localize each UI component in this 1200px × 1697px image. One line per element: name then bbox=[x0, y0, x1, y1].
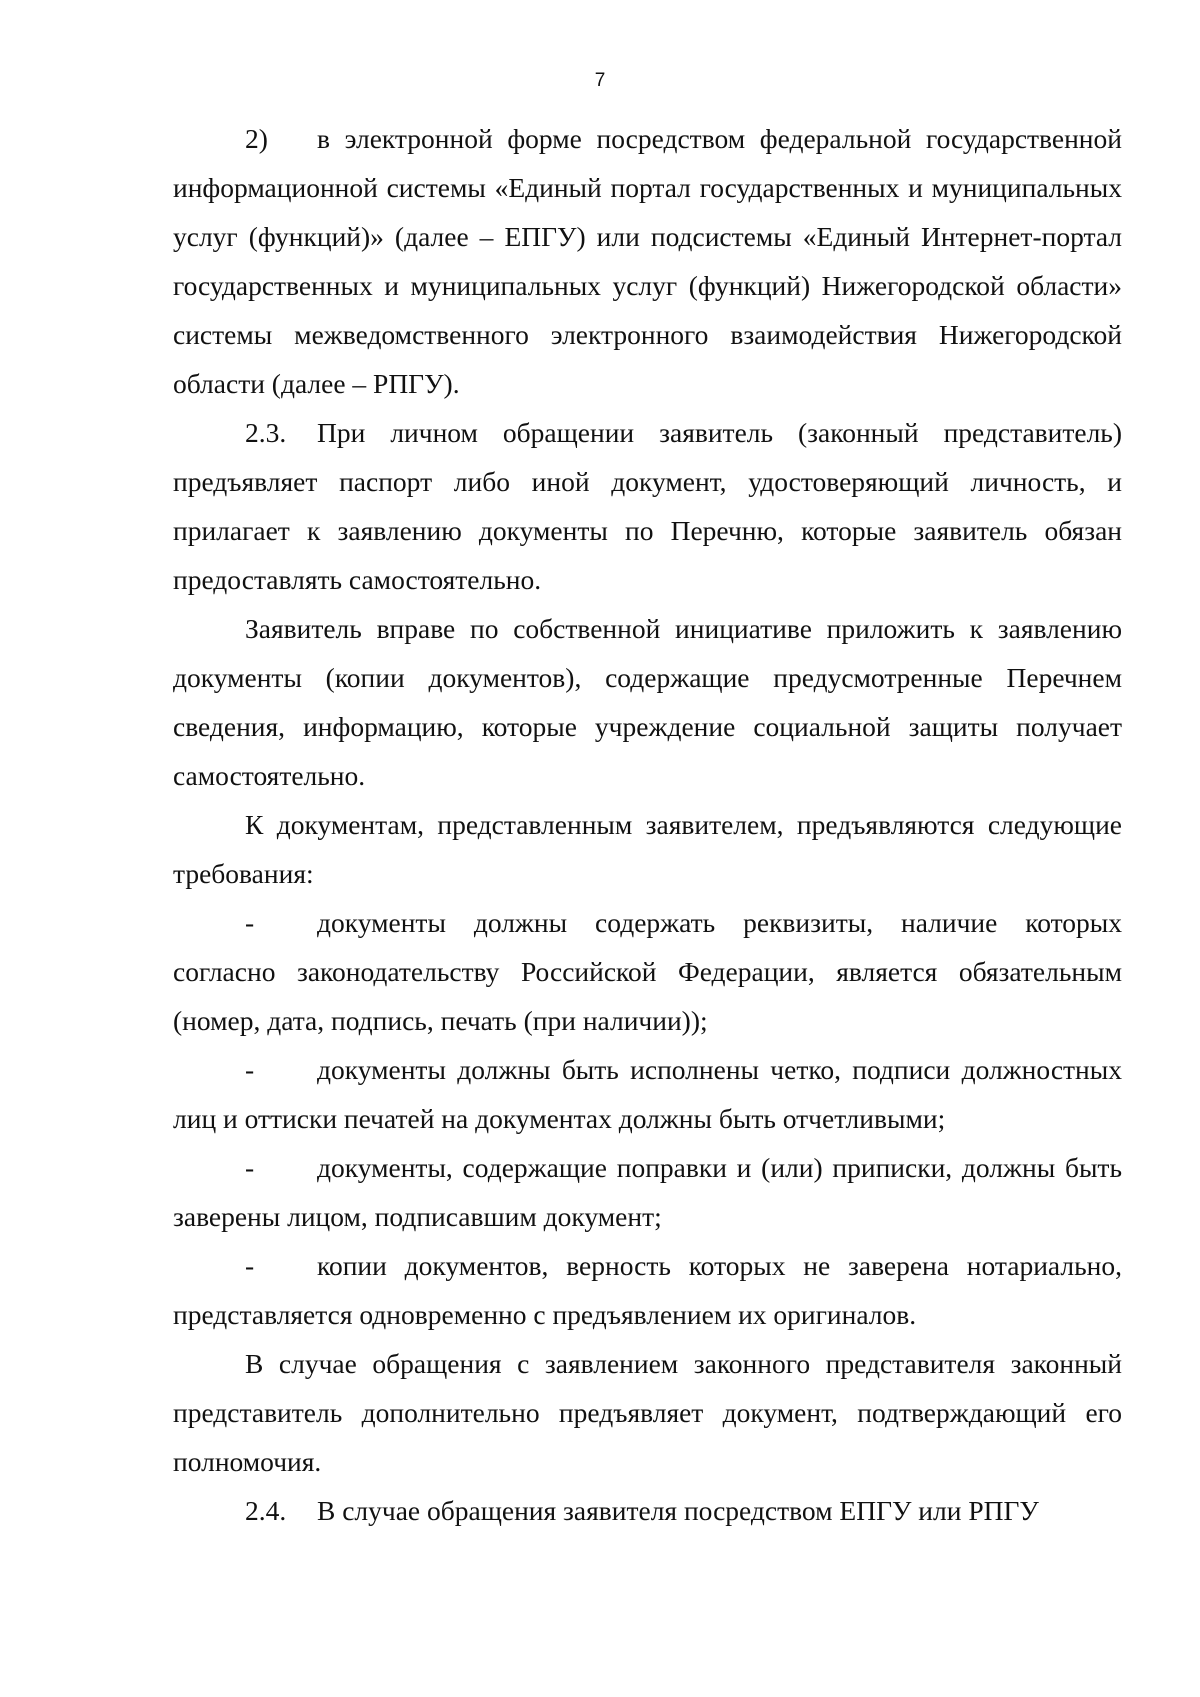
list-dash: - bbox=[245, 1054, 255, 1085]
list-item-text: документы должны быть исполнены четко, подписи должностных лиц и оттиски печатей на документах должны быть отчетливыми; bbox=[173, 1054, 1122, 1134]
paragraph-requirements-intro: К документам, представленным заявителем, предъявляются следующие требования: bbox=[173, 809, 1122, 889]
paragraph-text: в электронной форме посредством федеральной государственной информационной системы «Единый портал государственных и муниципальных услуг (функций)» (далее – ЕПГУ) или подсистемы «Единый Интернет-портал государственных и муниципальных услуг (функций) Нижегородской области» системы межведомственного электронного взаимодействия Нижегородской области (далее – РПГУ). bbox=[173, 123, 1122, 399]
list-item-text: документы должны содержать реквизиты, наличие которых согласно законодательству Российской Федерации, является обязательным (номер, дата, подпись, печать (при наличии)); bbox=[173, 907, 1122, 1036]
paragraph-number: 2.3. bbox=[245, 417, 287, 448]
list-item-text: документы, содержащие поправки и (или) приписки, должны быть заверены лицом, подписавшим документ; bbox=[173, 1152, 1122, 1232]
document-body bbox=[173, 114, 1122, 1535]
list-dash: - bbox=[245, 1250, 255, 1281]
page-number: 7 bbox=[594, 70, 606, 91]
list-item-copies bbox=[173, 1241, 1122, 1339]
paragraph-2-electronic-form bbox=[173, 114, 1122, 408]
paragraph-number: 2) bbox=[245, 123, 268, 154]
list-item-clarity bbox=[173, 1045, 1122, 1143]
paragraph-text: В случае обращения заявителя посредством ЕПГУ или РПГУ bbox=[317, 1495, 1039, 1526]
list-dash: - bbox=[245, 907, 255, 938]
list-item-text: копии документов, верность которых не заверена нотариально, представляется одновременно с предъявлением их оригиналов. bbox=[173, 1250, 1122, 1330]
paragraph-2-3 bbox=[173, 408, 1122, 604]
paragraph-legal-representative: В случае обращения с заявлением законного представителя законный представитель дополнительно предъявляет документ, подтверждающий его полномочия. bbox=[173, 1348, 1122, 1477]
paragraph-text: При личном обращении заявитель (законный представитель) предъявляет паспорт либо иной документ, удостоверяющий личность, и прилагает к заявлению документы по Перечню, которые заявитель обязан предоставлять самостоятельно. bbox=[173, 417, 1122, 595]
list-item-requisites bbox=[173, 898, 1122, 1045]
paragraph-applicant-right: Заявитель вправе по собственной инициативе приложить к заявлению документы (копии документов), содержащие предусмотренные Перечнем сведения, информацию, которые учреждение социальной защиты получает самостоятельно. bbox=[173, 613, 1122, 791]
list-item-corrections bbox=[173, 1143, 1122, 1241]
list-dash: - bbox=[245, 1152, 255, 1183]
paragraph-number: 2.4. bbox=[245, 1495, 287, 1526]
paragraph-2-4 bbox=[173, 1486, 1122, 1535]
